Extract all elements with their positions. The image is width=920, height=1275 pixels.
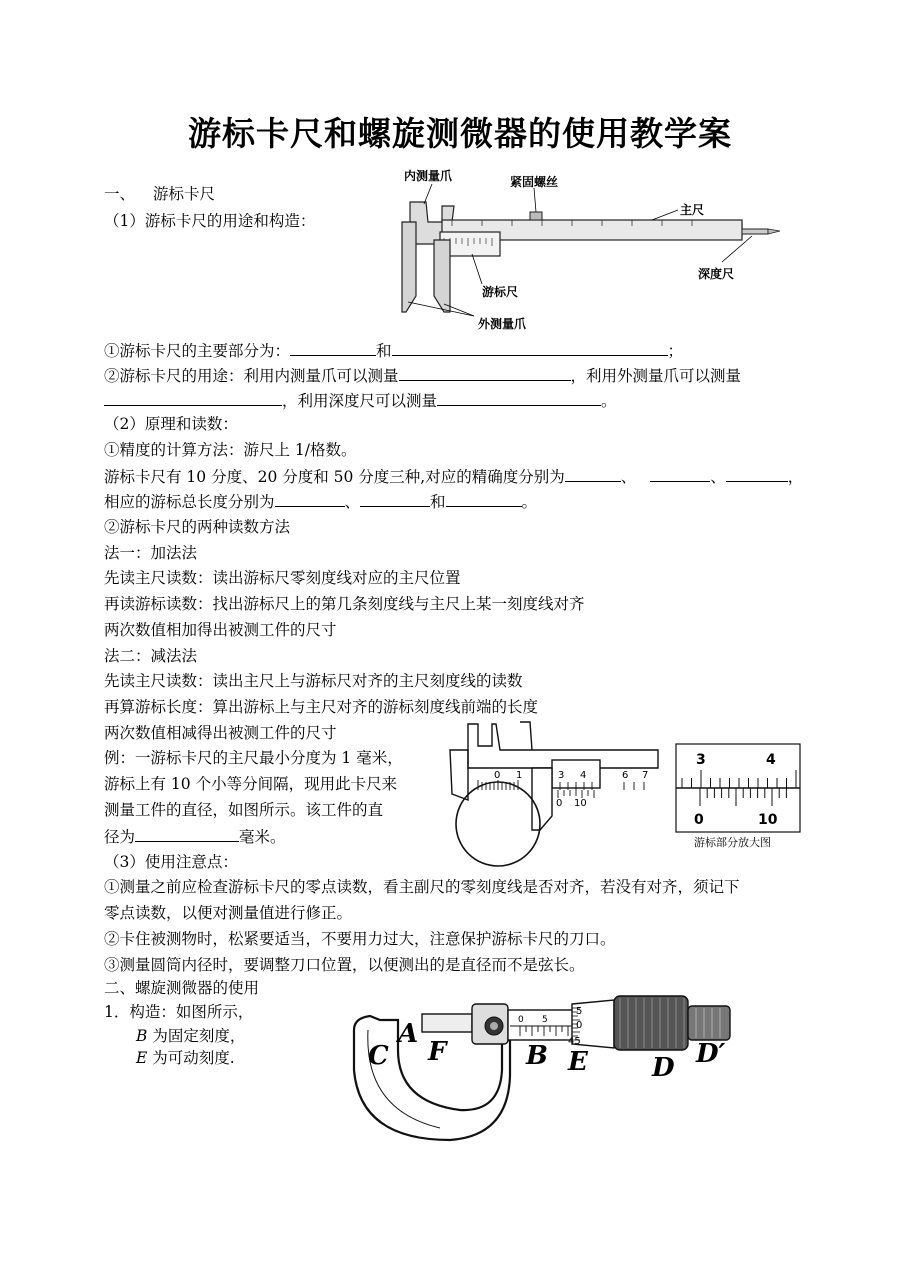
blank[interactable] [275,491,345,507]
note-2: ②卡住被测物时，松紧要适当，不要用力过大，注意保护游标卡尺的刀口。 [104,930,616,948]
method2-step1: 先读主尺读数：读出主尺上与游标尺对齐的主尺刻度线的读数 [104,672,523,690]
section1-heading: 一、 游标卡尺 [104,185,216,203]
blank[interactable] [290,340,376,356]
blank[interactable] [360,491,430,507]
example-line2: 游标上有 10 个小等分间隔，现用此卡尺来 [104,775,398,793]
workpiece-circle [456,782,540,866]
enlarged-caption: 游标部分放大图 [694,836,771,849]
knurled-thimble [614,996,688,1050]
method2-step3: 两次数值相减得出被测工件的尺寸 [104,724,337,742]
method1-step1: 先读主尺读数：读出游标尺零刻度线对应的主尺位置 [104,569,461,587]
outer-jaw-sliding [434,240,450,312]
method1-step2: 再读游标读数：找出游标尺上的第几条刻度线与主尺上某一刻度线对齐 [104,595,585,613]
small-main-label: 6 [622,770,629,781]
blank[interactable] [446,491,522,507]
small-vernier-label: 10 [574,798,587,809]
thimble-label: 0 [576,1020,583,1031]
small-main-label: 0 [494,770,501,781]
label-A: A [398,1019,419,1049]
enlarged-vernier-10: 10 [758,812,778,828]
example-caliper-figure [448,720,668,870]
sleeve-label: 5 [542,1015,548,1025]
vernier-enlarged-figure [674,742,804,854]
small-main-label: 1 [516,770,523,781]
spindle [422,1014,472,1032]
label-D-prime: D′ [696,1039,726,1069]
thimble-label: 5 [576,1006,583,1017]
method2-step2: 再算游标长度：算出游标上与主尺对齐的游标刻度线前端的长度 [104,698,539,716]
precision-rule: ①精度的计算方法：游尺上 1/格数。 [104,441,357,459]
label-F: F [428,1037,447,1067]
micrometer-figure [340,990,740,1160]
question-2-cont: ，利用深度尺可以测量 。 [104,390,617,411]
question-1: ①游标卡尺的主要部分为： 和 ； [104,342,684,360]
note-1a: ①测量之前应检查游标卡尺的零点读数，看主副尺的零刻度线是否对齐，若没有对齐，须记下 [104,878,740,896]
page-title: 游标卡尺和螺旋测微器的使用教学案 [188,114,732,153]
enlarged-vernier-0: 0 [694,812,704,828]
method2-title: 法二：减法法 [104,647,198,665]
small-main-label: 7 [642,770,649,781]
caliper-figure [382,166,792,336]
blank[interactable] [392,340,668,356]
label-B: B [526,1041,548,1071]
fixed-scale-desc: B 为固定刻度， [136,1027,246,1045]
length-question: 相应的游标总长度分别为 、 和 。 [104,493,538,511]
enlarged-main-3: 3 [696,752,706,768]
small-main-label: 3 [558,770,565,781]
example-line4: 径为 毫米。 [104,828,286,846]
micrometer-structure: 1．构造：如图所示， [104,1003,254,1021]
label-lock-screw: 紧固螺丝 [510,175,559,189]
label-D: D [652,1053,675,1083]
label-outer-jaw: 外测量爪 [478,317,527,331]
label-E: E [568,1047,588,1077]
reading-methods: ②游标卡尺的两种读数方法 [104,518,291,536]
blank[interactable] [565,466,621,482]
example-line1: 例：一游标卡尺的主尺最小分度为 1 毫米， [104,749,403,767]
label-main-scale: 主尺 [680,203,705,217]
section1-sub1: （1）游标卡尺的用途和构造： [104,212,316,230]
question-2: ②游标卡尺的用途：利用内测量爪可以测量 ，利用外测量爪可以测量 [104,367,742,385]
precision-question: 游标卡尺有 10 分度、20 分度和 50 分度三种,对应的精确度分别为 、 、 ， [104,468,804,486]
blank[interactable] [726,466,788,482]
blank[interactable] [104,390,282,406]
section1-sub2: （2）原理和读数： [104,415,238,433]
note-1b: 零点读数，以便对测量值进行修正。 [104,904,353,922]
note-3: ③测量圆筒内径时，要调整刀口位置，以便测出的是直径而不是弦长。 [104,956,585,974]
sleeve-label: 0 [518,1015,524,1025]
enlarged-main-4: 4 [766,752,776,768]
method1-step3: 两次数值相加得出被测工件的尺寸 [104,621,337,639]
thimble-label: 45 [568,1036,581,1047]
outer-jaw-fixed [402,222,416,312]
small-vernier-label: 0 [556,798,563,809]
method1-title: 法一：加法法 [104,544,198,562]
movable-scale-desc: E 为可动刻度. [136,1049,235,1067]
blank[interactable] [399,365,571,381]
section2-heading: 二、螺旋测微器的使用 [104,979,260,997]
small-main-label: 4 [580,770,587,781]
label-C: C [368,1041,389,1071]
example-line3: 测量工件的直径，如图所示。该工件的直 [104,801,384,819]
ratchet [688,1006,730,1040]
label-depth-rod: 深度尺 [698,267,735,281]
blank[interactable] [650,466,710,482]
section1-sub3: （3）使用注意点： [104,853,238,871]
blank[interactable] [437,390,601,406]
answer-blank[interactable] [135,826,239,842]
label-inner-jaw: 内测量爪 [404,169,453,183]
label-vernier: 游标尺 [482,285,519,299]
